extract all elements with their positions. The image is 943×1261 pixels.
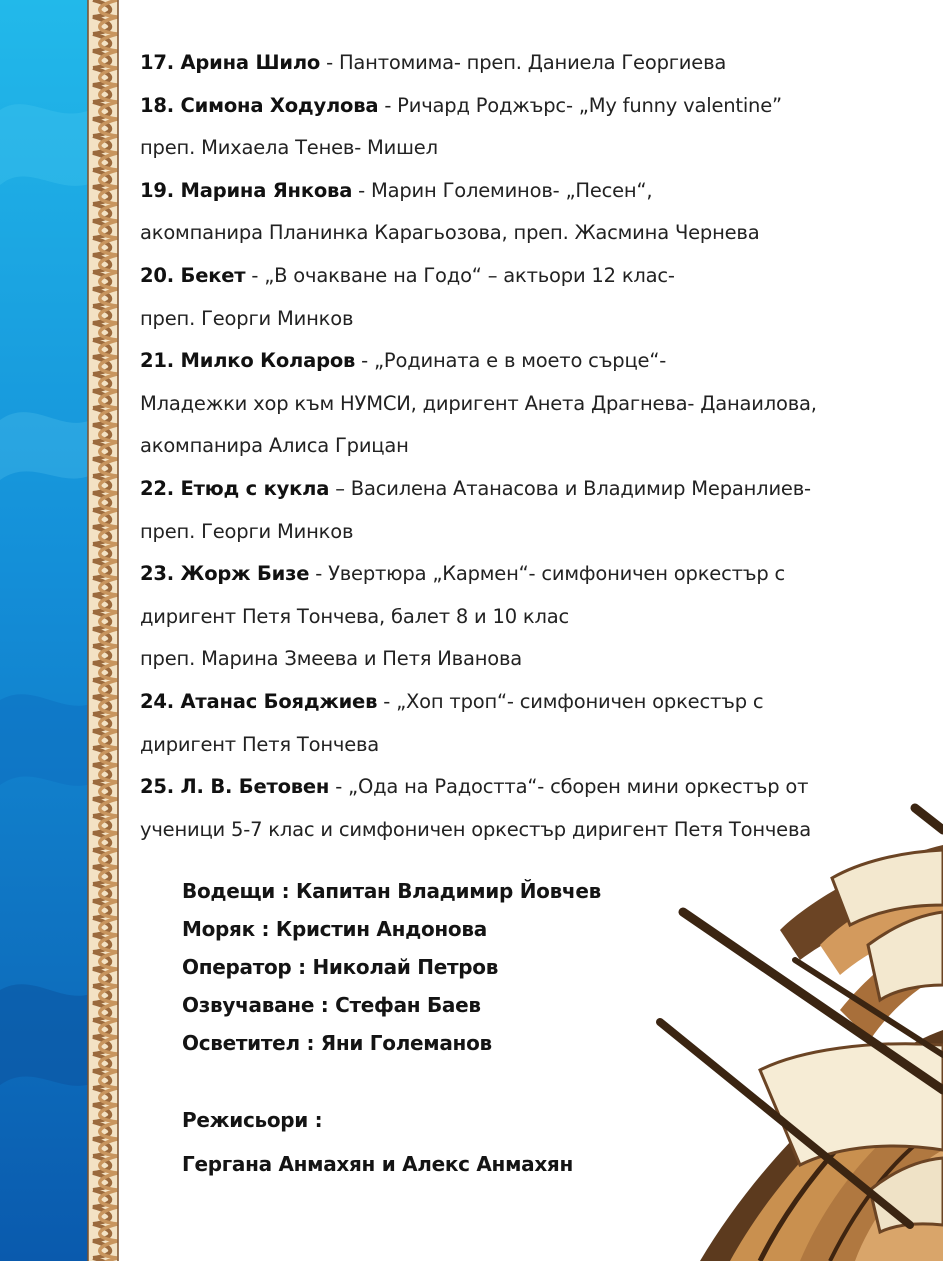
program-line (140, 809, 930, 852)
rope-border (88, 0, 118, 1261)
program-line (140, 383, 930, 426)
performer-name: 17. Арина Шило (140, 51, 321, 74)
performance-details: - Увертюра „Кармен“- симфоничен оркестър с (309, 562, 786, 586)
program-line (140, 638, 930, 681)
credit-lighting: Осветител : Яни Големанов (182, 1031, 492, 1055)
performance-details: - „Ода на Радостта“- сборен мини оркестър от (329, 775, 809, 799)
program-line (140, 170, 930, 213)
program-line (140, 511, 930, 554)
program-line (140, 127, 930, 170)
performer-name: 23. Жорж Бизе (140, 562, 310, 586)
performer-name: 22. Етюд с кукла (140, 476, 330, 500)
credit-sound: Озвучаване : Стефан Баев (182, 993, 481, 1017)
directors-names: Гергана Анмахян и Алекс Анмахян (182, 1152, 573, 1176)
program-line (140, 596, 930, 639)
performance-details: - Пантомима- преп. Даниела Георгиева (320, 51, 727, 74)
program-line (140, 724, 930, 767)
program-line (140, 553, 930, 596)
performance-details: - „Родината е в моето сърце“- (355, 349, 667, 373)
performer-name: 25. Л. В. Бетовен (140, 775, 330, 799)
performer-name: 18. Симона Ходулова (140, 93, 379, 117)
performance-details: - „Хоп троп“- симфоничен оркестър с (377, 689, 764, 713)
performer-name: 24. Атанас Бояджиев (140, 689, 378, 713)
program-line (140, 255, 930, 298)
performer-name: 21. Милко Коларов (140, 349, 356, 373)
program-line (140, 681, 930, 724)
performance-details: преп. Марина Змеева и Петя Иванова (140, 647, 523, 671)
credit-operator: Оператор : Николай Петров (182, 955, 499, 979)
performance-details: Младежки хор към НУМСИ, диригент Анета Драгнева- Данаилова, (140, 391, 817, 415)
performance-details: – Василена Атанасова и Владимир Меранлиев- (329, 476, 811, 500)
program-line (140, 42, 930, 85)
performance-details: акомпанира Алиса Грицан (140, 434, 409, 458)
credit-sailor: Моряк : Кристин Андонова (182, 917, 487, 941)
performer-name: 20. Бекет (140, 263, 246, 287)
program-list (140, 42, 930, 851)
program-line (140, 85, 930, 128)
crew-credits (182, 872, 742, 1062)
directors-block (182, 1098, 742, 1186)
performance-details: акомпанира Планинка Карагьозова, преп. Жасмина Чернева (140, 221, 760, 245)
program-line (140, 766, 930, 809)
program-line (140, 340, 930, 383)
directors-label: Режисьори : (182, 1108, 323, 1132)
program-line (140, 212, 930, 255)
performer-name: 19. Марина Янкова (140, 178, 353, 202)
credit-hosts: Водещи : Капитан Владимир Йовчев (182, 879, 601, 903)
performance-details: преп. Михаела Тенев- Мишел (140, 136, 438, 160)
performance-details: ученици 5-7 клас и симфоничен оркестър диригент Петя Тончева (140, 817, 812, 841)
program-line (140, 425, 930, 468)
program-line (140, 468, 930, 511)
performance-details: - Марин Големинов- „Песен“, (352, 178, 653, 202)
performance-details: - Ричард Роджърс- „My funny valentine” (378, 93, 782, 117)
performance-details: - „В очакване на Годо“ – актьори 12 клас- (245, 263, 675, 287)
performance-details: диригент Петя Тончева (140, 732, 380, 756)
sea-stripe (0, 0, 100, 1261)
program-line (140, 298, 930, 341)
performance-details: преп. Георги Минков (140, 519, 354, 543)
performance-details: диригент Петя Тончева, балет 8 и 10 клас (140, 604, 570, 628)
performance-details: преп. Георги Минков (140, 306, 354, 330)
